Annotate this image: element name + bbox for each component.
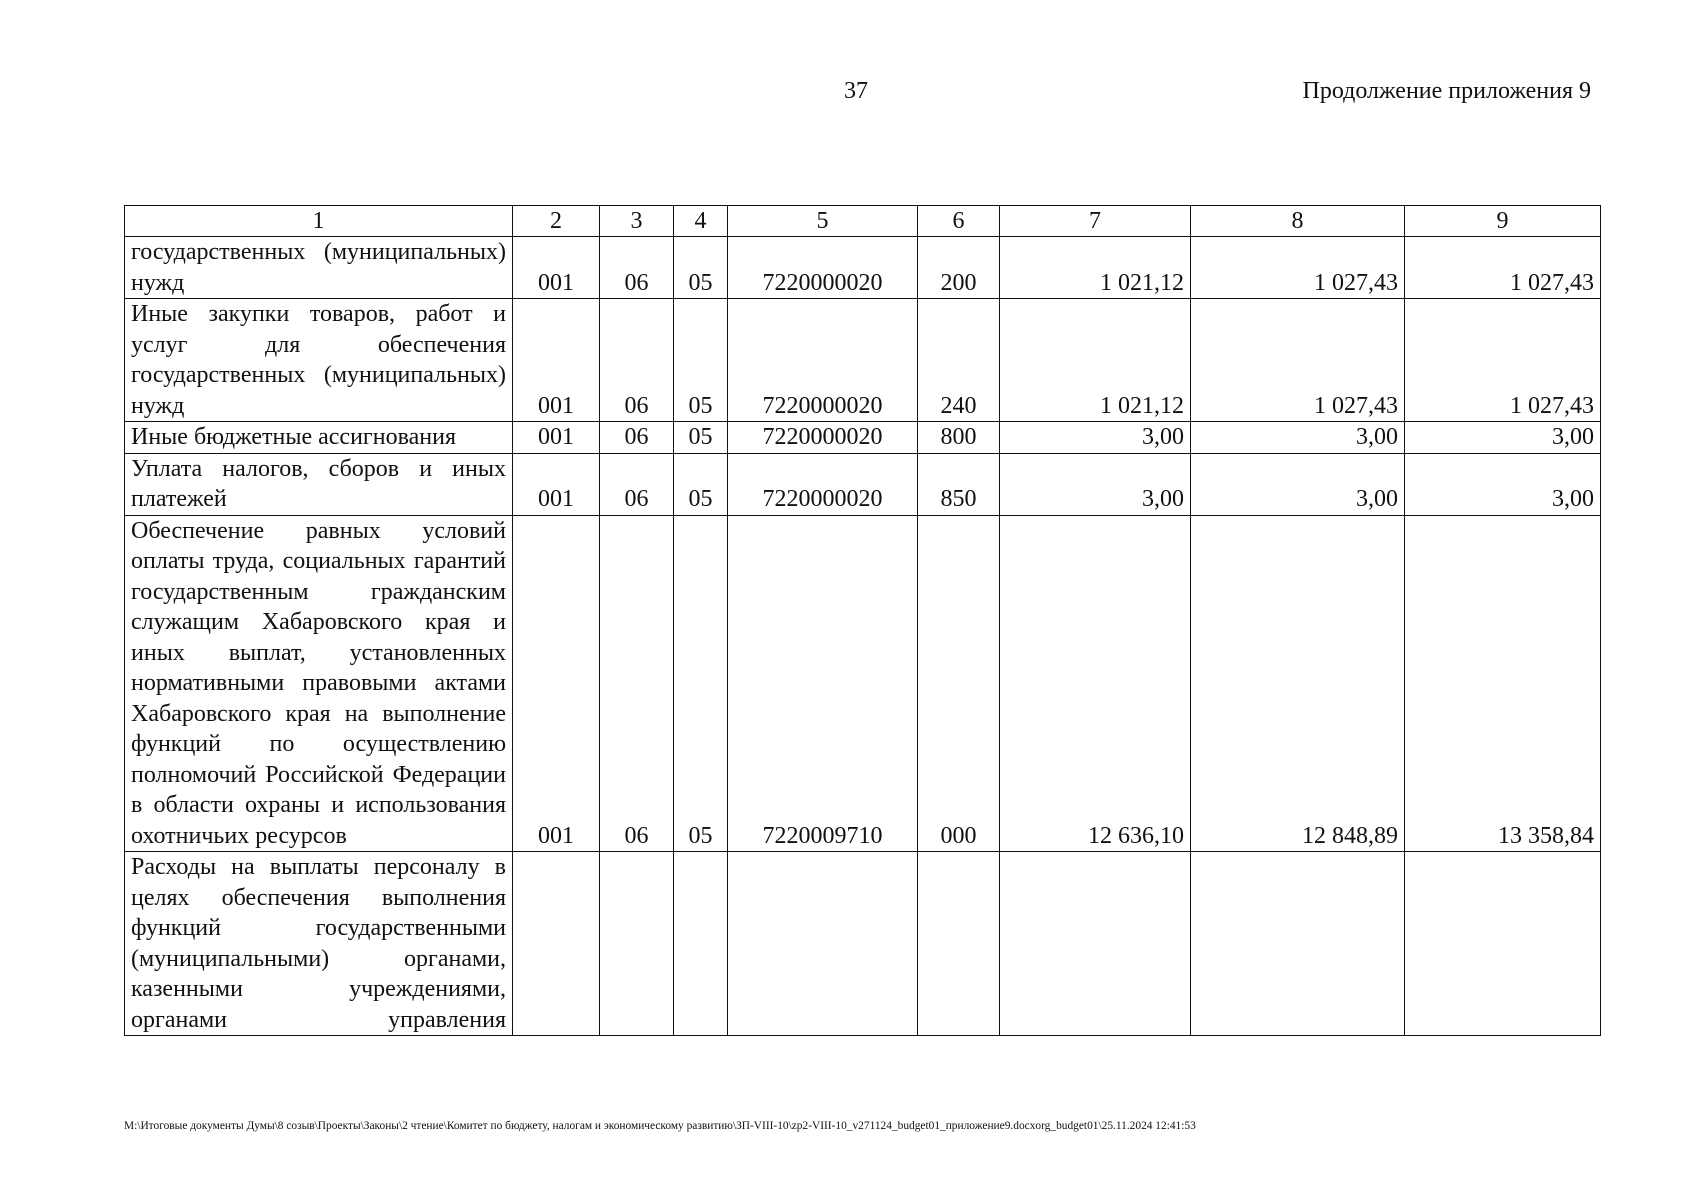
column-number-row xyxy=(125,206,1601,237)
code-cell: 7220000020 xyxy=(728,453,918,515)
amount-cell: 12 848,89 xyxy=(1191,515,1405,852)
amount-cell xyxy=(1000,852,1191,1036)
row-name: государственных (муниципальных) нужд xyxy=(125,237,513,299)
column-header: 3 xyxy=(600,206,674,237)
amount-cell: 12 636,10 xyxy=(1000,515,1191,852)
page-number: 37 xyxy=(844,78,868,104)
amount-cell xyxy=(1405,852,1601,1036)
code-cell: 7220000020 xyxy=(728,422,918,454)
table-row xyxy=(125,299,1601,422)
amount-cell: 3,00 xyxy=(1405,422,1601,454)
code-cell: 06 xyxy=(600,237,674,299)
code-cell: 001 xyxy=(513,299,600,422)
amount-cell: 3,00 xyxy=(1191,422,1405,454)
column-header: 5 xyxy=(728,206,918,237)
amount-cell xyxy=(1191,852,1405,1036)
table-row xyxy=(125,237,1601,299)
amount-cell: 1 027,43 xyxy=(1405,237,1601,299)
code-cell: 06 xyxy=(600,515,674,852)
row-name: Расходы на выплаты персоналу в целях обеспечения выполнения функций государственными (муниципальными) органами, казенными учреждениями, органами управления xyxy=(125,852,513,1036)
code-cell: 001 xyxy=(513,515,600,852)
code-cell: 06 xyxy=(600,453,674,515)
row-name: Иные бюджетные ассигнования xyxy=(125,422,513,454)
table-row xyxy=(125,852,1601,1036)
code-cell xyxy=(918,852,1000,1036)
file-path-footer: M:\Итоговые документы Думы\8 созыв\Проекты\Законы\2 чтение\Комитет по бюджету, налогам и экономическому развитию\ЗП-VIII-10\zp2-VIII-10_v271124_budget01_приложение9.docxorg_budget01\25.11.2024 12:41:53 xyxy=(124,1120,1196,1132)
row-name: Уплата налогов, сборов и иных платежей xyxy=(125,453,513,515)
amount-cell: 3,00 xyxy=(1000,453,1191,515)
column-header: 2 xyxy=(513,206,600,237)
code-cell: 800 xyxy=(918,422,1000,454)
code-cell: 06 xyxy=(600,422,674,454)
code-cell: 001 xyxy=(513,453,600,515)
annex-title: Продолжение приложения 9 xyxy=(1302,78,1591,104)
code-cell: 001 xyxy=(513,237,600,299)
code-cell: 05 xyxy=(674,453,728,515)
row-name: Обеспечение равных условий оплаты труда, социальных гарантий государственным гражданским служащим Хабаровского края и иных выплат, установленных нормативными правовыми актами Хабаровского края на выполнение функций по осуществлению полномочий Российской Федерации в области охраны и использования охотничьих ресурсов xyxy=(125,515,513,852)
column-header: 1 xyxy=(125,206,513,237)
code-cell: 06 xyxy=(600,299,674,422)
code-cell: 240 xyxy=(918,299,1000,422)
code-cell: 7220000020 xyxy=(728,299,918,422)
code-cell: 05 xyxy=(674,299,728,422)
code-cell: 850 xyxy=(918,453,1000,515)
column-header: 9 xyxy=(1405,206,1601,237)
row-name: Иные закупки товаров, работ и услуг для обеспечения государственных (муниципальных) нужд xyxy=(125,299,513,422)
amount-cell: 1 027,43 xyxy=(1191,299,1405,422)
amount-cell: 1 027,43 xyxy=(1405,299,1601,422)
code-cell xyxy=(728,852,918,1036)
amount-cell: 3,00 xyxy=(1000,422,1191,454)
table-row xyxy=(125,422,1601,454)
amount-cell: 3,00 xyxy=(1405,453,1601,515)
code-cell: 001 xyxy=(513,422,600,454)
table-row xyxy=(125,515,1601,852)
code-cell: 05 xyxy=(674,422,728,454)
code-cell xyxy=(513,852,600,1036)
code-cell xyxy=(674,852,728,1036)
column-header: 7 xyxy=(1000,206,1191,237)
amount-cell: 1 027,43 xyxy=(1191,237,1405,299)
amount-cell: 1 021,12 xyxy=(1000,299,1191,422)
amount-cell: 1 021,12 xyxy=(1000,237,1191,299)
budget-table xyxy=(124,205,1601,1036)
table-row xyxy=(125,453,1601,515)
column-header: 6 xyxy=(918,206,1000,237)
code-cell: 200 xyxy=(918,237,1000,299)
amount-cell: 3,00 xyxy=(1191,453,1405,515)
code-cell: 000 xyxy=(918,515,1000,852)
column-header: 4 xyxy=(674,206,728,237)
code-cell xyxy=(600,852,674,1036)
code-cell: 7220000020 xyxy=(728,237,918,299)
amount-cell: 13 358,84 xyxy=(1405,515,1601,852)
code-cell: 05 xyxy=(674,237,728,299)
code-cell: 7220009710 xyxy=(728,515,918,852)
column-header: 8 xyxy=(1191,206,1405,237)
code-cell: 05 xyxy=(674,515,728,852)
